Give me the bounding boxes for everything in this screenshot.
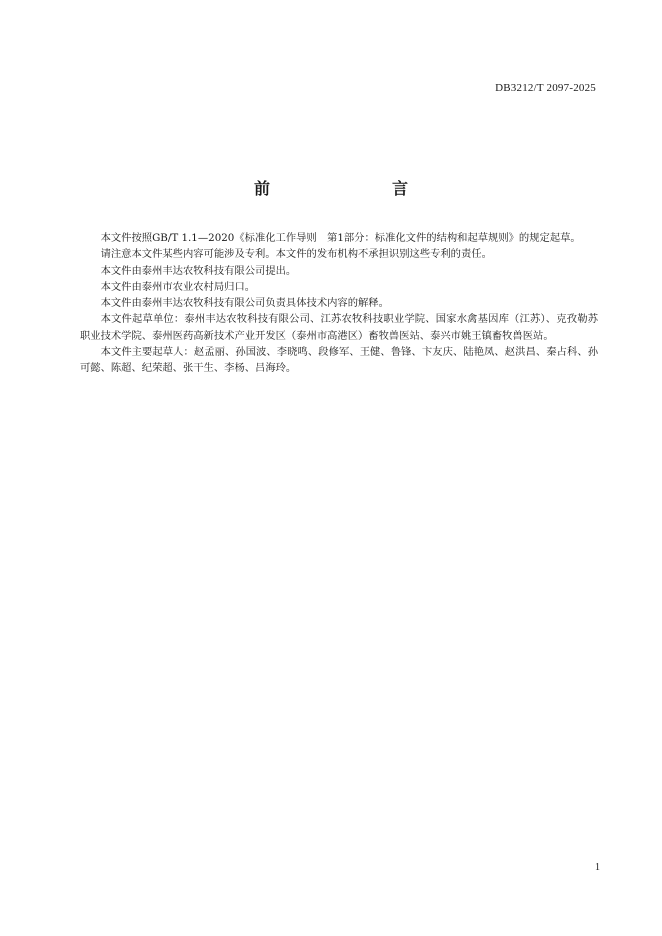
paragraph-drafting-rules: 本文件按照GB/T 1.1—2020《标准化工作导则 第1部分：标准化文件的结构和起草规则》的规定起草。 bbox=[100, 232, 581, 244]
foreword-body bbox=[80, 230, 598, 377]
paragraph-interpretation: 本文件由泰州丰达农牧科技有限公司负责具体技术内容的解释。 bbox=[100, 297, 389, 310]
document-code: DB3212/T 2097-2025 bbox=[495, 82, 596, 94]
paragraph-patent-notice: 请注意本文件某些内容可能涉及专利。本文件的发布机构不承担识别这些专利的责任。 bbox=[100, 248, 492, 261]
page-number: 1 bbox=[595, 862, 600, 873]
paragraph-drafting-units: 本文件起草单位：泰州丰达农牧科技有限公司、江苏农牧科技职业学院、国家水禽基因库（江苏）、克孜勒苏职业技术学院、泰州医药高新技术产业开发区（泰州市高港区）畜牧兽医站、泰兴市姚王镇畜牧兽医站。 bbox=[80, 313, 598, 342]
paragraph-administered-by: 本文件由泰州市农业农村局归口。 bbox=[100, 280, 256, 293]
paragraph-proposer: 本文件由泰州丰达农牧科技有限公司提出。 bbox=[100, 264, 297, 277]
paragraph-drafters: 本文件主要起草人：赵孟丽、孙国波、李晓鸣、段修军、王健、鲁锋、卞友庆、陆艳凤、赵洪昌、秦占科、孙可懿、陈超、纪荣超、张干生、李杨、吕海玲。 bbox=[80, 346, 598, 375]
foreword-title: 前 言 bbox=[253, 179, 438, 198]
